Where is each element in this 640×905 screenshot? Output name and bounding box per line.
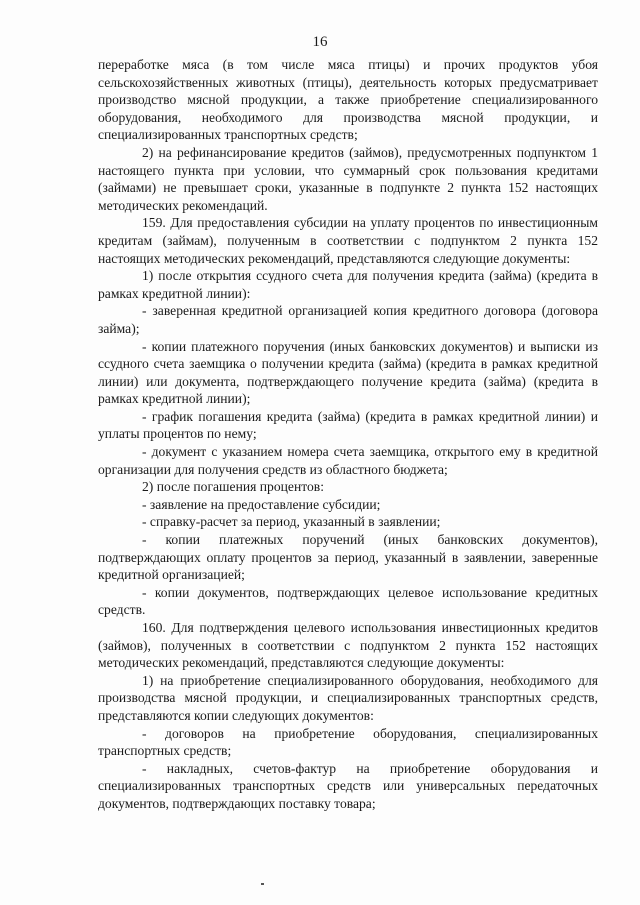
paragraph: 1) на приобретение специализированного оборудования, необходимого для производства мясной продукции, и специализированных транспортных средств, представляются копии следующих документов:	[98, 672, 598, 723]
paragraph: переработке мяса (в том числе мяса птицы) и прочих продуктов убоя сельскохозяйственных животных (птицы), деятельность которых предусматривает производство мясной продукции, а также приобретение специализированного оборудования, необходимого для производства мясной продукции, и специализированных транспортных средств;	[98, 57, 598, 143]
paragraph: - копии платежного поручения (иных банковских документов) и выписки из ссудного счета заемщика о получении кредита (займа) (кредита в рамках кредитной линии) или документа, подтверждающего получение кредита (займа) (кредита в рамках кредитной линии);	[98, 338, 598, 407]
paragraph: - договоров на приобретение оборудования, специализированных транспортных средств;	[98, 725, 598, 759]
paragraph: - заявление на предоставление субсидии;	[142, 496, 381, 512]
paragraph: - копии документов, подтверждающих целевое использование кредитных средств.	[98, 584, 598, 618]
paragraph: - копии платежных поручений (иных банковских документов), подтверждающих оплату процентов за период, указанный в заявлении, заверенные кредитной организацией;	[98, 532, 598, 583]
scan-mark	[261, 883, 264, 885]
paragraph: - заверенная кредитной организацией копия кредитного договора (договора займа);	[98, 303, 598, 336]
paragraph: 1) после открытия ссудного счета для получения кредита (займа) (кредита в рамках кредитной линии):	[98, 268, 598, 301]
paragraph: - накладных, счетов-фактур на приобретение оборудования и специализированных транспортных средств или универсальных передаточных документов, подтверждающих поставку товара;	[98, 760, 598, 811]
paragraph: 2) на рефинансирование кредитов (займов), предусмотренных подпунктом 1 настоящего пункта при условии, что суммарный срок пользования кредитами (займами) не превышает сроки, указанные в подпункте 2 пункта 152 настоящих методических рекомендаций.	[98, 144, 598, 213]
page-number: 16	[312, 34, 328, 50]
document-body	[98, 56, 598, 813]
paragraph: - справку-расчет за период, указанный в заявлении;	[142, 514, 441, 530]
paragraph: 160. Для подтверждения целевого использования инвестиционных кредитов (займов), полученных в соответствии с подпунктом 2 пункта 152 настоящих методических рекомендаций, представляются следующие документы:	[98, 620, 598, 671]
paragraph: 2) после погашения процентов:	[142, 479, 324, 495]
paragraph: - документ с указанием номера счета заемщика, открытого ему в кредитной организации для получения средств из областного бюджета;	[98, 444, 598, 477]
paragraph: - график погашения кредита (займа) (кредита в рамках кредитной линии) и уплаты процентов по нему;	[98, 408, 598, 442]
paragraph: 159. Для предоставления субсидии на уплату процентов по инвестиционным кредитам (займам), полученным в соответствии с подпунктом 2 пункта 152 настоящих методических рекомендаций, представляются следующие документы:	[98, 215, 598, 266]
